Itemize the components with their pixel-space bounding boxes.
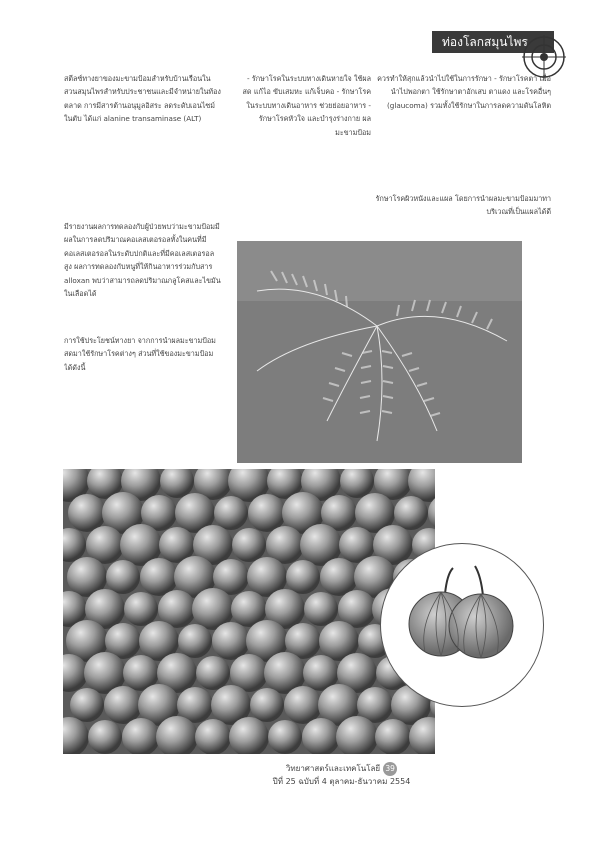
paragraph: สตีลซ์ทางยาของมะขามป้อมสำหรับบ้านเรือนในสวนสมุนไพรสำหรับประชาชนและมีจำหน่ายในท้องตลาด การมีสารต้านอนุมูลอิสระ ลดระดับเอนไซม์ในตับ ได้แก่ alanine transaminase (ALT) — [64, 74, 221, 124]
paragraph: - รักษาโรคในระบบทางเดินหายใจ ใช้ผลสด แก้ไอ ขับเสมหะ แก้เจ็บคอ - รักษาโรคในระบบทางเดินอาหาร ช่วยย่อยอาหาร - รักษาโรคหัวใจ และบำรุงร่างกาย ผลมะขามป้อม — [242, 74, 371, 137]
fruit-ball — [375, 719, 411, 754]
article-column-3 — [373, 72, 551, 242]
fruit-ball — [286, 560, 320, 594]
fruit-ball — [178, 624, 212, 658]
fruit-ball — [160, 469, 194, 498]
fruit-ball — [70, 688, 104, 722]
fruit-ball — [63, 528, 86, 562]
fruit-ball — [304, 592, 338, 626]
fruit-ball — [88, 720, 122, 754]
paragraph: ควรทำให้สุกแล้วนำไปใช้ในการรักษา - รักษาโรคตา เมื่อนำไปพอกตา ใช้รักษาตาอักเสบ ตาแดง และโรคอื่นๆ (glaucoma) รวมทั้งใช้รักษาในการลดความดันโลหิต — [377, 74, 551, 110]
fruit-illustration — [380, 543, 544, 707]
paragraph: รักษาโรคผิวหนังและแผล โดยการนำผลมะขามป้อมมาทาบริเวณที่เป็นแผลได้ดี — [375, 194, 551, 217]
magazine-name: วิทยาศาสตร์และเทคโนโลยี — [285, 764, 381, 773]
fruit-ball — [250, 688, 284, 722]
page-footer — [259, 762, 424, 787]
fruit-ball — [104, 686, 142, 724]
fruit-photo — [63, 469, 435, 754]
fruit-ball — [284, 686, 322, 724]
fruit-ball — [68, 494, 106, 532]
fruit-ball — [340, 469, 374, 498]
fruit-ball — [268, 720, 302, 754]
fruit-ball — [320, 558, 358, 596]
leaf-photo — [237, 241, 522, 463]
article-column-2 — [238, 72, 371, 236]
fruit-ball — [196, 656, 230, 690]
paragraph: การใช้ประโยชน์ทางยา จากการนำผลมะขามป้อมสดมาใช้รักษาโรคต่างๆ ส่วนที่ใช้ของมะขามป้อม ได้ดังนี้ — [64, 336, 216, 372]
paragraph: มีรายงานผลการทดลองกับผู้ป่วยพบว่ามะขามป้อมมีผลในการลดปริมาณคอเลสเตอรอลทั้งในคนที่มีคอเลสเตอรอลในระดับปกติและที่มีคอเลสเตอรอลสูง ผลการทดลองกับหนูที่ให้กินอาหารร่วมกับสาร alloxan พบว่าสามารถลดปริมาณกลูโคสและไขมันในเลือดได้ — [64, 222, 221, 299]
article-column-1 — [64, 72, 222, 390]
page-number: 39 — [383, 762, 397, 776]
fruit-ball — [248, 494, 286, 532]
fruit-ball — [214, 496, 248, 530]
fruit-ball — [124, 592, 158, 626]
fruit-ball — [212, 622, 250, 660]
issue-info: ปีที่ 25 ฉบับที่ 4 ตุลาคม-ธันวาคม 2554 — [272, 777, 411, 786]
fruit-ball — [63, 717, 89, 754]
fruit-ball — [394, 496, 428, 530]
fruit-ball — [232, 528, 266, 562]
section-title: ท่องโลกสมุนไพร — [442, 35, 528, 49]
fruit-ball — [140, 558, 178, 596]
fruit-ball — [195, 719, 231, 754]
fruit-ball — [106, 560, 140, 594]
